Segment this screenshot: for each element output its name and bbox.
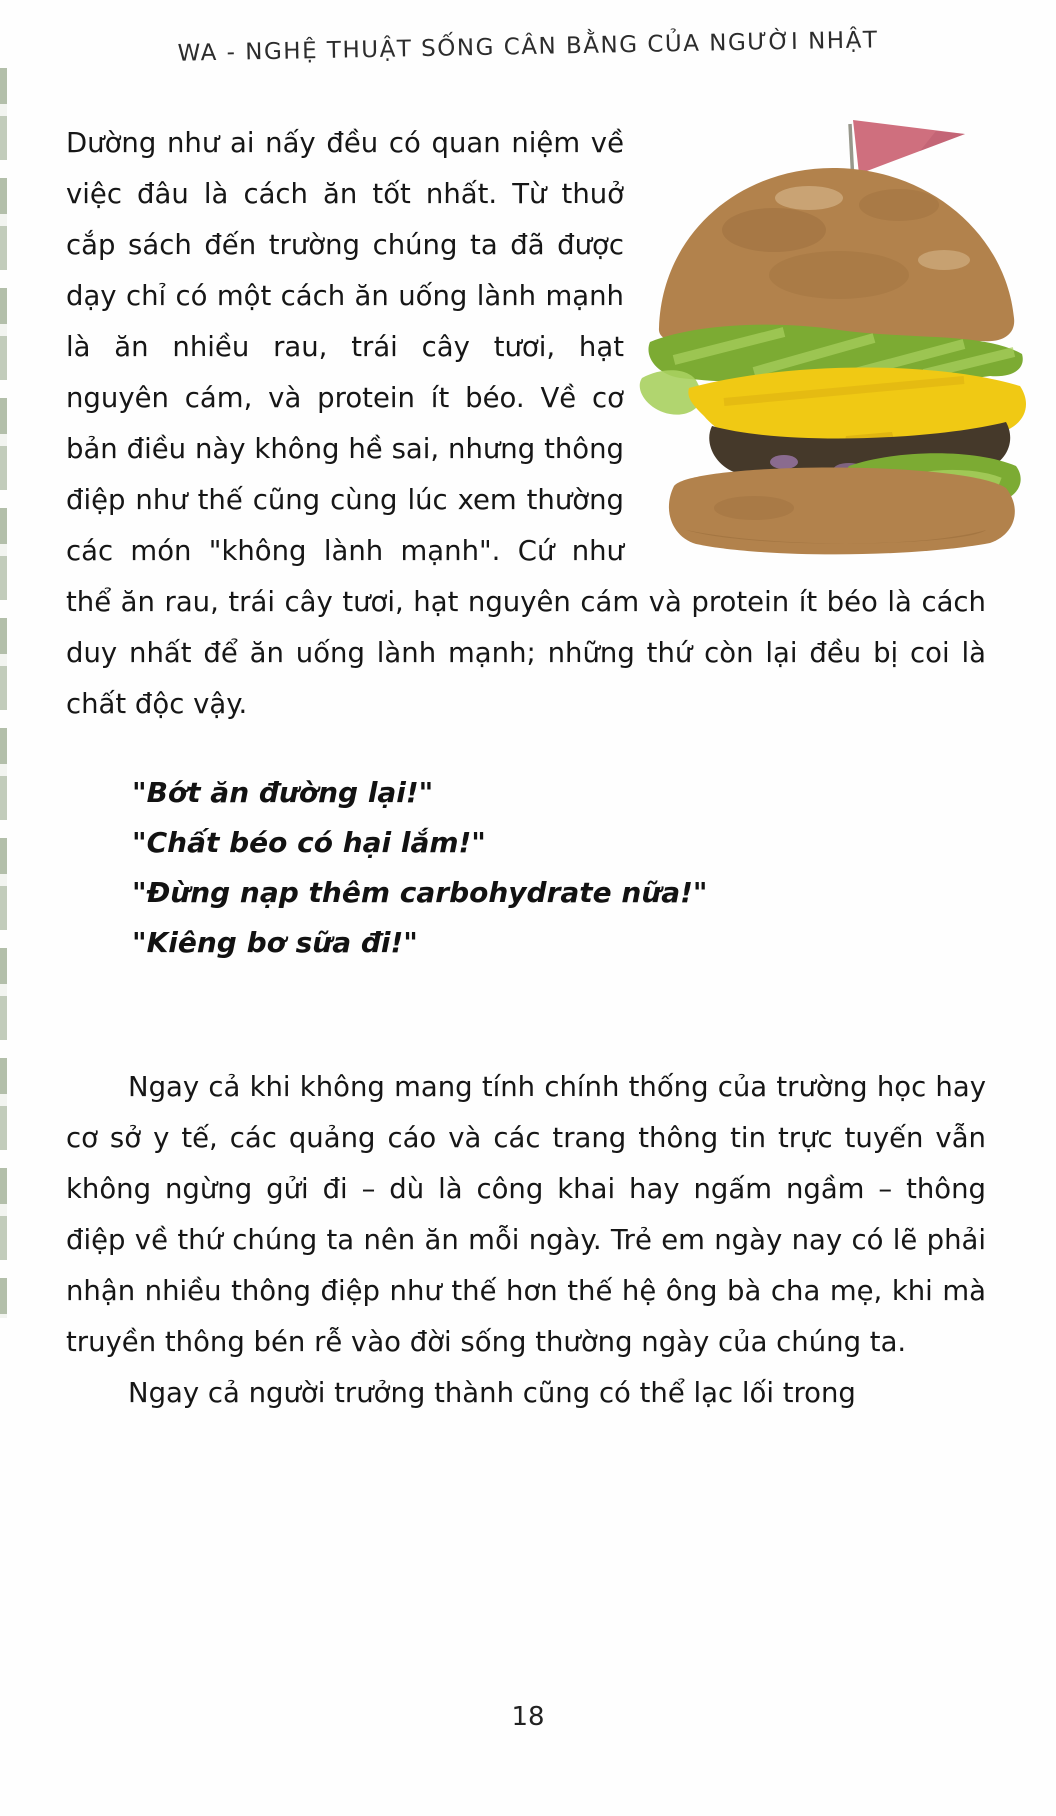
paragraph-3: Ngay cả người trưởng thành cũng có thể lạc lối trong <box>128 1377 856 1409</box>
quote-line: "Chất béo có hại lắm!" <box>132 826 486 859</box>
running-header: WA - NGHỆ THUẬT SỐNG CÂN BẰNG CỦA NGƯỜI NHẬT <box>177 27 879 67</box>
quote-line: "Kiêng bơ sữa đi!" <box>132 926 418 959</box>
flag-icon <box>853 120 965 174</box>
page-body <box>66 118 986 1419</box>
paragraph-1 <box>66 118 986 730</box>
scan-edge-artifact <box>0 68 7 1318</box>
quote-line: "Bớt ăn đường lại!" <box>132 776 434 809</box>
paragraph-2: Ngay cả khi không mang tính chính thống của trường học hay cơ sở y tế, các quảng cáo và các trang thông tin trực tuyến vẫn không ngừng gửi đi – dù là công khai hay ngấm ngầm – thông điệp về thứ chúng ta nên ăn mỗi ngày. Trẻ em ngày nay có lẽ phải nhận nhiều thông điệp như thế hơn thế hệ ông bà cha mẹ, khi mà truyền thông bén rễ vào đời sống thường ngày của chúng ta. <box>66 1071 986 1358</box>
quote-line: "Đừng nạp thêm carbohydrate nữa!" <box>132 876 708 909</box>
paragraph-1-text: Dường như ai nấy đều có quan niệm về việc đâu là cách ăn tốt nhất. Từ thuở cắp sách đến trường chúng ta đã được dạy chỉ có một cách ăn uống lành mạnh là ăn nhiều rau, trái cây tươi, hạt nguyên cám, và protein ít béo. Về cơ bản điều này không hề sai, nhưng thông điệp như thế cũng cùng lúc xem thường các món "không lành mạnh". Cứ như thể ăn rau, trái cây tươi, hạt nguyên cám và protein ít béo là cách duy nhất để ăn uống lành mạnh; những thứ còn lại đều bị coi là chất độc vậy. <box>66 127 986 720</box>
quote-block <box>132 768 986 968</box>
page-number: 18 <box>511 1702 545 1732</box>
hamburger-svg <box>634 110 1034 558</box>
hamburger-illustration <box>646 110 1026 562</box>
onion-bit <box>770 455 798 469</box>
